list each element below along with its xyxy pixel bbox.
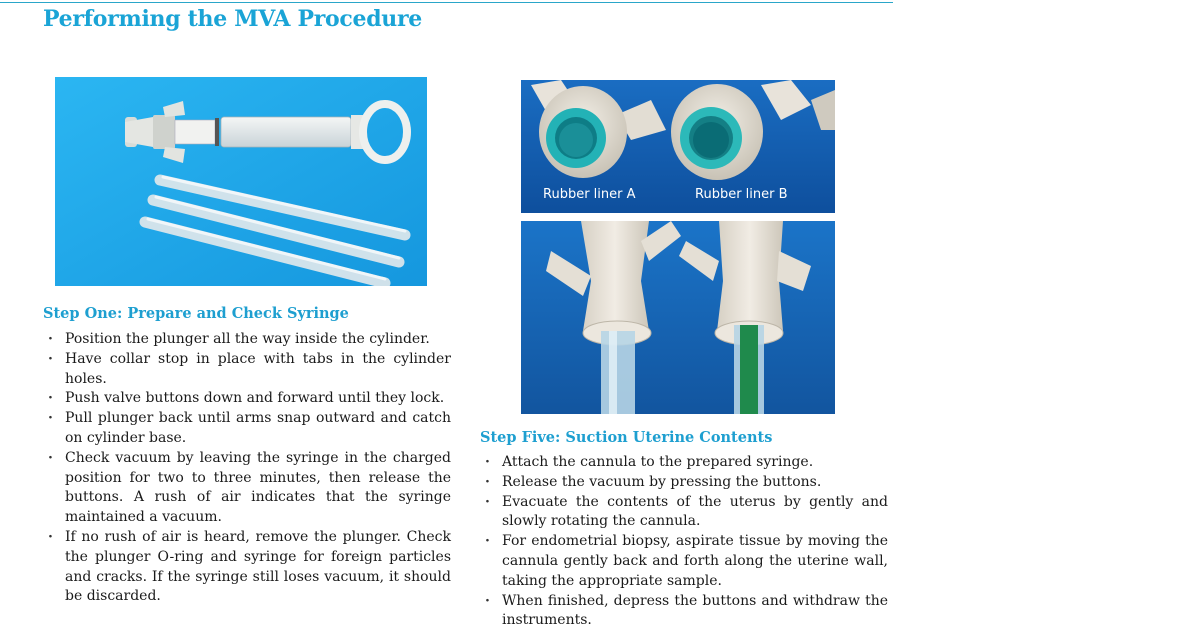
cannulas-attached-icon (521, 221, 835, 414)
list-item: · Evacuate the contents of the uterus by gently and slowly rotating the cannula. (480, 493, 888, 533)
list-item: · If no rush of air is heard, remove the plunger. Check the plunger O-ring and syringe for foreign particles and cracks. If the syringe still loses vacuum, it should be discarded. (43, 528, 451, 607)
step-one-list (43, 330, 451, 607)
list-item: · Push valve buttons down and forward until they lock. (43, 389, 451, 409)
page-title: Performing the MVA Procedure (43, 6, 422, 32)
syringe-photo (55, 77, 427, 286)
top-rule (0, 2, 893, 3)
list-item: · Attach the cannula to the prepared syringe. (480, 453, 888, 473)
rubber-liner-b-label: Rubber liner B (695, 187, 788, 202)
list-item: · Have collar stop in place with tabs in the cylinder holes. (43, 350, 451, 390)
list-item: · Check vacuum by leaving the syringe in the charged position for two to three minutes, then release the buttons. A rush of air indicates that the syringe maintained a vacuum. (43, 449, 451, 528)
rubber-liner-a-label: Rubber liner A (543, 187, 636, 202)
syringe-icon (55, 77, 427, 286)
step-five-list (480, 453, 888, 631)
list-item: · When finished, depress the buttons and withdraw the instruments. (480, 592, 888, 632)
cannula-attached-photo (521, 221, 835, 414)
list-item: · For endometrial biopsy, aspirate tissue by moving the cannula gently back and forth along the uterine wall, taking the appropriate sample. (480, 532, 888, 591)
step-five-heading: Step Five: Suction Uterine Contents (480, 429, 773, 446)
list-item: · Position the plunger all the way inside the cylinder. (43, 330, 451, 350)
rubber-liner-photo (521, 80, 835, 213)
list-item: · Release the vacuum by pressing the buttons. (480, 473, 888, 493)
list-item: · Pull plunger back until arms snap outward and catch on cylinder base. (43, 409, 451, 449)
step-one-heading: Step One: Prepare and Check Syringe (43, 305, 349, 322)
